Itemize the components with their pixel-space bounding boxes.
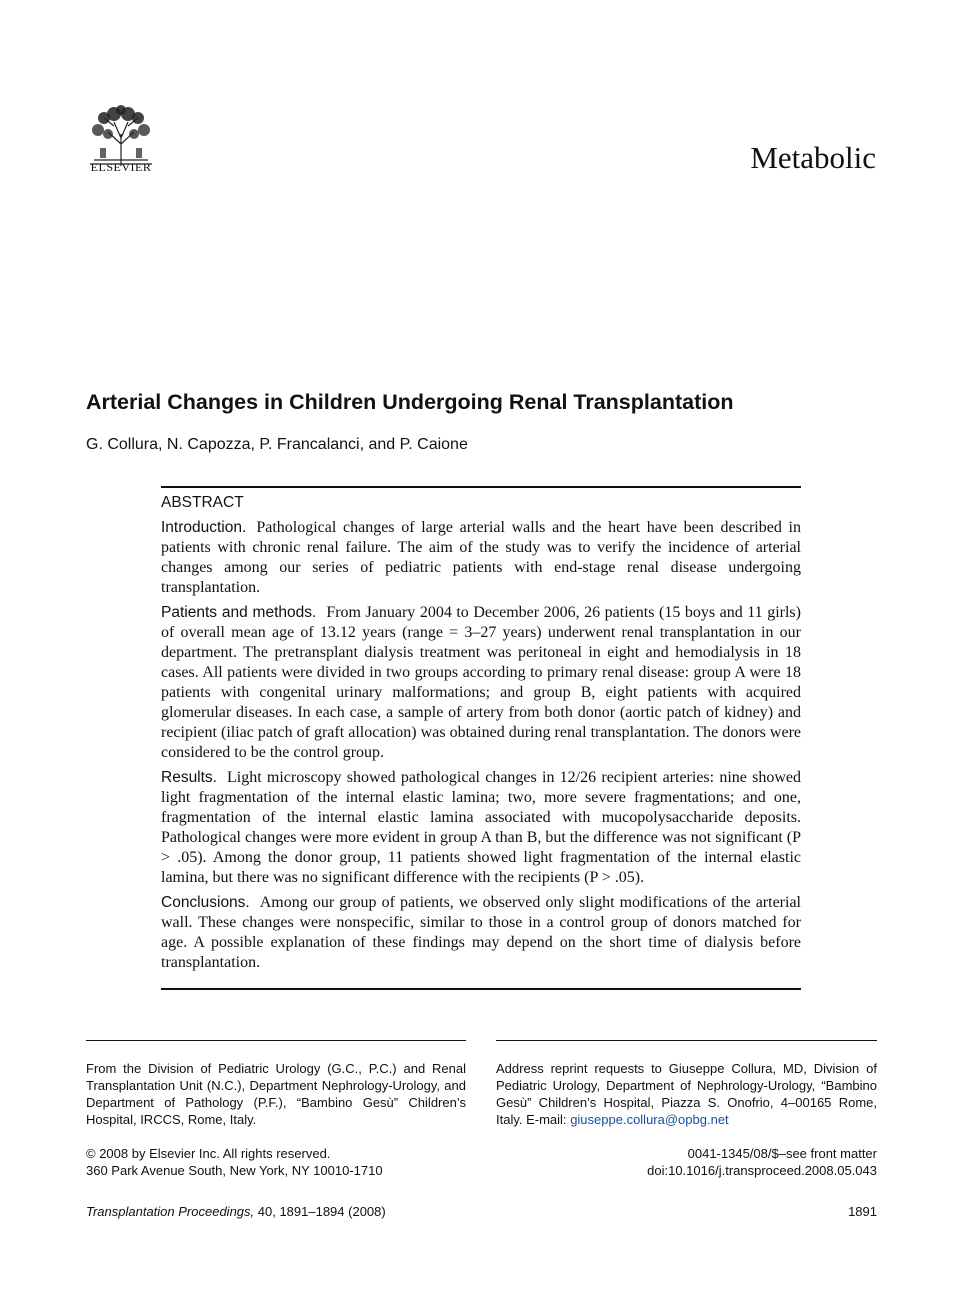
abstract-section-label: Patients and methods. — [161, 604, 317, 621]
journal-details: 40, 1891–1894 (2008) — [257, 1204, 386, 1219]
publisher-logo-text: ELSEVIER — [90, 160, 152, 174]
abstract-section-text: Light microscopy showed pathological changes in 12/26 recipient arteries: nine showed light fragmentation of the internal elastic lamina; two, more severe fragmentations; and one, fragmentation of the internal elastic lamina associated with mucopolysaccharide deposits. Pathological changes were more evident in group A than B, but the difference was not significant (P > .05). Among the donor group, 11 patients showed light fragmentation of the internal elastic lamina, but there was no significant difference with the recipients (P > .05). — [161, 769, 801, 886]
abstract-section-text: Pathological changes of large arterial walls and the heart have been described in patients with chronic renal failure. The aim of the study was to verify the incidence of arterial changes among our series of pediatric patients with end-stage renal disease undergoing transplantation. — [161, 519, 801, 596]
abstract-introduction — [161, 518, 801, 598]
article-authors: G. Collura, N. Capozza, P. Francalanci, and P. Caione — [86, 436, 468, 453]
abstract-section-label: Introduction. — [161, 519, 247, 536]
journal-citation — [86, 1204, 386, 1219]
article-identifiers — [647, 1145, 877, 1179]
publisher-address: 360 Park Avenue South, New York, NY 10010-1710 — [86, 1163, 383, 1178]
author-email-link[interactable]: giuseppe.collura@opbg.net — [570, 1112, 729, 1127]
doi-line: doi:10.1016/j.transproceed.2008.05.043 — [647, 1163, 877, 1178]
copyright-line: © 2008 by Elsevier Inc. All rights reserved. — [86, 1146, 331, 1161]
section-label: Metabolic — [750, 140, 876, 175]
abstract-box — [161, 486, 801, 990]
footnote-divider-left — [86, 1040, 466, 1041]
abstract-section-label: Conclusions. — [161, 894, 250, 911]
footnote-divider-right — [496, 1040, 877, 1041]
page-number: 1891 — [848, 1204, 877, 1219]
reprint-footnote — [496, 1060, 877, 1128]
journal-name: Transplantation Proceedings, — [86, 1204, 255, 1219]
copyright-block — [86, 1145, 466, 1179]
article-title: Arterial Changes in Children Undergoing Renal Transplantation — [86, 390, 734, 414]
abstract-section-label: Results. — [161, 769, 217, 786]
abstract-conclusions — [161, 893, 801, 973]
abstract-heading: ABSTRACT — [161, 494, 244, 511]
abstract-results — [161, 768, 801, 888]
abstract-patients-methods — [161, 603, 801, 763]
abstract-section-text: From January 2004 to December 2006, 26 patients (15 boys and 11 girls) of overall mean age of 13.12 years (range = 3–27 years) underwent renal transplantation in our department. The pretransplant dialysis treatment was peritoneal in eight and hemodialysis in 18 cases. All patients were divided in two groups according to primary renal disease: group A were 18 patients with congenital urinary malformations; and group B, eight patients with acquired glomerular diseases. In each case, a sample of artery from both donor (aortic patch of kidney) and recipient (iliac patch of graft allocation) was obtained during renal transplantation. The donors were considered to be the control group. — [161, 604, 801, 761]
reprint-text: Address reprint requests to Giuseppe Collura, MD, Division of Pediatric Urology, Department of Nephrology-Urology, “Bambino Gesù” Children’s Hospital, Piazza S. Onofrio, 4–00165 Rome, Italy. E-mail: — [496, 1061, 877, 1127]
issn-line: 0041-1345/08/$–see front matter — [687, 1146, 877, 1161]
affiliation-footnote: From the Division of Pediatric Urology (G.C., P.C.) and Renal Transplantation Unit (N.C.), Department Nephrology-Urology, and Department of Pathology (P.F.), “Bambino Gesù” Children’s Hospital, IRCCS, Rome, Italy. — [86, 1061, 466, 1127]
abstract-section-text: Among our group of patients, we observed only slight modifications of the arterial wall. These changes were nonspecific, similar to those in a control group of donors matched for age. A possible explanation of these findings may depend on the short time of dialysis before transplantation. — [161, 894, 801, 971]
